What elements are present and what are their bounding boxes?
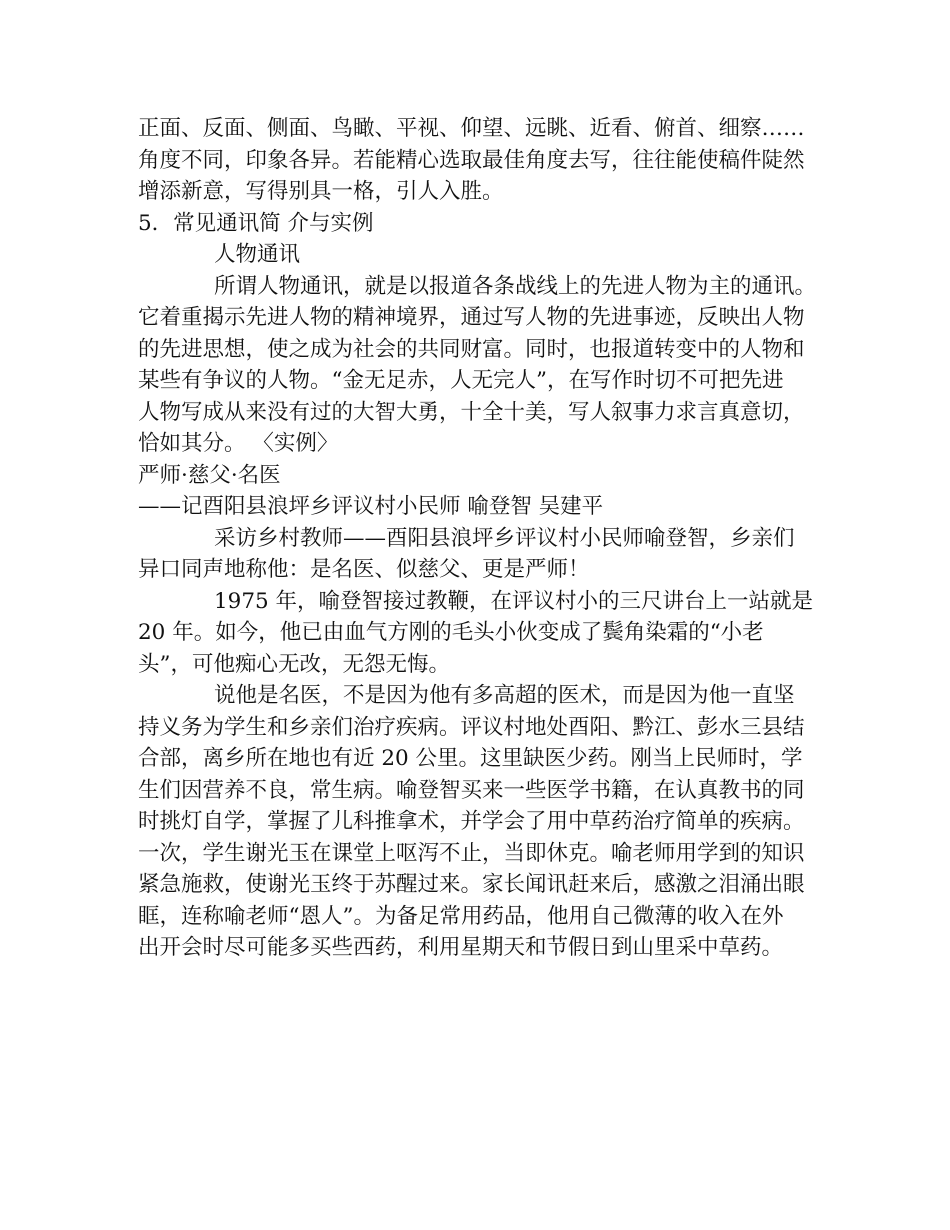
text-line: 异口同声地称他：是名医、似慈父、更是严师！ [138,557,590,582]
article-subtitle: ——记酉阳县浪坪乡评议村小民师 喻登智 吴建平 [138,494,604,519]
text-line: 它着重揭示先进人物的精神境界，通过写人物的先进事迹，反映出人物 [138,305,805,330]
text-line: 增添新意，写得别具一格，引人入胜。 [138,179,504,204]
text-line: 角度不同，印象各异。若能精心选取最佳角度去写，往往能使稿件陡然 [138,147,805,173]
text-line: 某些有争议的人物。“金无足赤，人无完人”，在写作时切不可把先进 [138,368,784,393]
text-line: 采访乡村教师——酉阳县浪坪乡评议村小民师喻登智，乡亲们 [214,525,795,551]
text-line: 的先进思想，使之成为社会的共同财富。同时，也报道转变中的人物和 [138,336,805,362]
text-line: 持义务为学生和乡亲们治疗疾病。评议村地处酉阳、黔江、彭水三县结 [138,714,805,740]
text-line: 眶，连称喻老师“恩人”。为备足常用药品，他用自己微薄的收入在外 [138,903,784,929]
text-line: 正面、反面、侧面、鸟瞰、平视、仰望、远眺、近看、俯首、细察…… [138,116,805,141]
text-line: 紧急施救，使谢光玉终于苏醒过来。家长闻讯赶来后，感激之泪涌出眼 [138,872,805,897]
document-page [138,113,828,964]
text-line: 人物写成从来没有过的大智大勇，十全十美，写人叙事力求言真意切， [138,399,805,425]
text-line: 一次，学生谢光玉在课堂上呕泻不止，当即休克。喻老师用学到的知识 [138,840,805,866]
text-line: 头”，可他痴心无改，无怨无悔。 [138,651,450,677]
text-line: 合部，离乡所在地也有近 20 公里。这里缺医少药。刚当上民师时，学 [138,746,803,771]
text-line: 恰如其分。 〈实例〉 [138,431,339,456]
section-heading: 5．常见通讯简 介与实例 [138,210,374,236]
text-line: 说他是名医，不是因为他有多高超的医术，而是因为他一直坚 [214,683,795,708]
subsection-heading: 人物通讯 [214,242,301,267]
text-line: 时挑灯自学，掌握了儿科推拿术，并学会了用中草药治疗简单的疾病。 [138,809,805,834]
text-line: 20 年。如今，他已由血气方刚的毛头小伙变成了鬓角染霜的“小老 [138,620,764,645]
text-line: 1975 年，喻登智接过教鞭，在评议村小的三尺讲台上一站就是 [214,588,814,614]
text-line: 所谓人物通讯，就是以报道各条战线上的先进人物为主的通讯。 [214,273,817,299]
article-title: 严师·慈父·名医 [138,462,281,488]
text-line: 生们因营养不良，常生病。喻登智买来一些医学书籍，在认真教书的同 [138,777,805,803]
text-line: 出开会时尽可能多买些西药，利用星期天和节假日到山里采中草药。 [138,935,784,960]
